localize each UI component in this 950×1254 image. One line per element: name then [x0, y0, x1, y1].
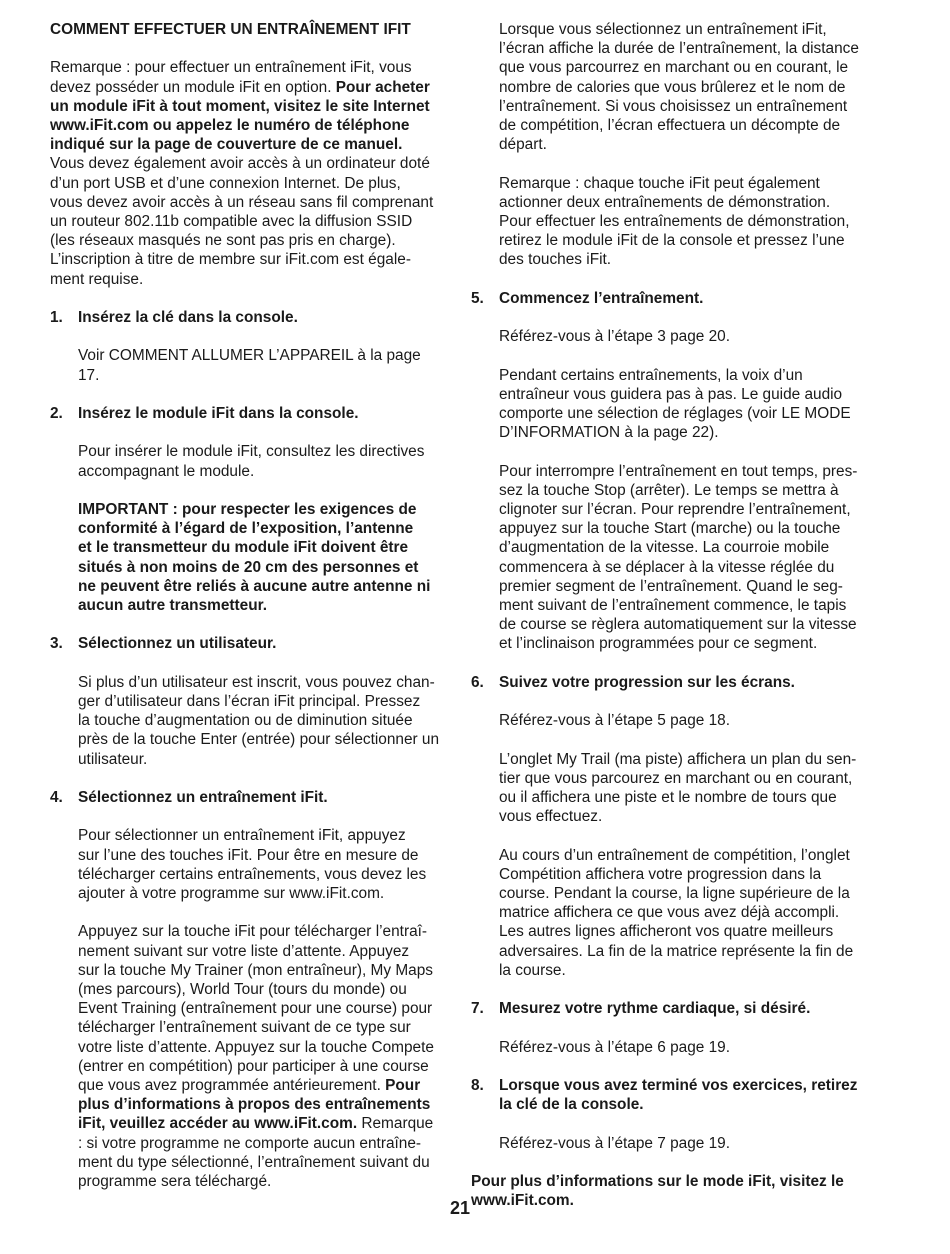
- right-column: [471, 20, 876, 1230]
- left-column: [50, 20, 455, 1210]
- step-3-title: Sélectionnez un utilisateur.: [78, 635, 277, 653]
- section-title: COMMENT EFFECTUER UN ENTRAÎNEMENT IFIT: [50, 21, 411, 38]
- step-6-text-2: L’onglet My Trail (ma piste) affichera un plan du sen- tier que vous parcourez en marchant ou en courant, ou il affichera une piste et le nombre de tours que vous effectuez.: [499, 750, 857, 826]
- step-3-heading: [50, 634, 455, 653]
- step-6-number: 6.: [471, 673, 484, 691]
- step-2-important: IMPORTANT : pour respecter les exigences de conformité à l’égard de l’exposition, l’antenne et le transmetteur du module iFit doivent être situés à non moins de 20 cm des personnes et ne peuvent être reliés à aucune autre antenne ni aucun autre transmetteur.: [78, 500, 431, 614]
- intro-paragraph: [50, 58, 455, 288]
- step-5-text-1: Référez-vous à l’étape 3 page 20.: [499, 328, 731, 346]
- step-8-title: Lorsque vous avez terminé vos exercices, retirez la clé de la console.: [499, 1076, 858, 1114]
- step-4-text-1: Pour sélectionner un entraînement iFit, appuyez sur l’une des touches iFit. Pour être en mesure de télécharger certains entraînements, vous devez les ajouter à votre programme sur www.iFit.com.: [78, 827, 427, 902]
- closing-note: Pour plus d’informations sur le mode iFit, visitez le www.iFit.com.: [471, 1172, 844, 1210]
- step-7-heading: [471, 999, 876, 1018]
- step-2-number: 2.: [50, 405, 63, 422]
- step-2-title: Insérez le module iFit dans la console.: [78, 405, 359, 422]
- step-4-number: 4.: [50, 788, 63, 806]
- step-8-heading: [471, 1076, 876, 1114]
- step-4-text-2-bold: Pour plus d’informations à propos des entraînements iFit, veuillez accéder au www.iFit.com.: [78, 1077, 431, 1133]
- step-2-heading: [50, 404, 455, 423]
- step-4-text-2a: Appuyez sur la touche iFit pour télécharger l’entraî- nement suivant sur votre liste d’attente. Appuyez sur la touche My Trainer (mon entraîneur), My Maps (mes parcours), World Tour (tours du monde) ou Event Training (entraînement pour une course) pour télécharger l’entraînement suivant de ce type sur votre liste d’attente. Appuyez sur la touche Compete (entrer en compétition) pour participer à une course que vous avez programmée antérieurement.: [78, 923, 434, 1094]
- step-5-number: 5.: [471, 289, 484, 307]
- step-6-heading: [471, 673, 876, 692]
- step-1-number: 1.: [50, 309, 63, 327]
- step-3-text: Si plus d’un utilisateur est inscrit, vous pouvez chan- ger d’utilisateur dans l’écran iFit principal. Pressez la touche d’augmentation ou de diminution située près de la touche Enter (entrée) pour sélectionner un utilisateur.: [78, 673, 440, 768]
- step-6-text-3: Au cours d’un entraînement de compétition, l’onglet Compétition affichera votre progression dans la course. Pendant la course, la ligne supérieure de la matrice affichera ce que vous avez déjà accompli. Les autres lignes afficheront vos quatre meilleurs adversaires. La fin de la matrice représente la fin de la course.: [499, 846, 854, 979]
- step-4-heading: [50, 788, 455, 807]
- step-6-title: Suivez votre progression sur les écrans.: [499, 673, 795, 691]
- page-number: 21: [449, 1198, 471, 1218]
- step-2-text: Pour insérer le module iFit, consultez les directives accompagnant le module.: [78, 443, 425, 480]
- step-7-title: Mesurez votre rythme cardiaque, si désiré.: [499, 1000, 811, 1018]
- step-4-text-3: Lorsque vous sélectionnez un entraînement iFit, l’écran affiche la durée de l’entraînement, la distance que vous parcourrez en marchant ou en courant, le nombre de calories que vous brûlerez et le nom de l’entraînement. Si vous choisissez un entraînement de compétition, l’écran effectuera un décompte de départ.: [499, 21, 859, 154]
- step-8-number: 8.: [471, 1076, 484, 1094]
- step-1-text: Voir COMMENT ALLUMER L’APPAREIL à la page 17.: [78, 347, 421, 384]
- step-7-text: Référez-vous à l’étape 6 page 19.: [499, 1038, 731, 1056]
- step-1-heading: [50, 308, 455, 327]
- step-8-text: Référez-vous à l’étape 7 page 19.: [499, 1134, 731, 1152]
- step-5-title: Commencez l’entraînement.: [499, 289, 704, 307]
- step-5-text-3: Pour interrompre l’entraînement en tout temps, pres- sez la touche Stop (arrêter). Le temps se mettra à clignoter sur l’écran. Pour reprendre l’entraînement, appuyez sur la touche Start (marche) ou la touche d’augmentation de la vitesse. La courroie mobile commencera à se déplacer à la vitesse réglée du premier segment de l’entraînement. Quand le seg- ment suivant de l’entraînement commence, le tapis de course se règlera automatiquement sur la vitesse et l’inclinaison programmées pour ce segment.: [499, 462, 858, 653]
- step-6-text-1: Référez-vous à l’étape 5 page 18.: [499, 712, 731, 730]
- intro-text-c: Vous devez également avoir accès à un ordinateur doté d’un port USB et d’une connexion Internet. De plus, vous devez avoir accès à un réseau sans fil comprenant un routeur 802.11b compatible avec la diffusion SSID (les réseaux masqués ne sont pas pris en charge). L’inscription à titre de membre sur iFit.com est égale- ment requise.: [50, 155, 434, 288]
- step-7-number: 7.: [471, 1000, 484, 1018]
- step-4-text-2c: Remarque : si votre programme ne comporte aucun entraîne- ment du type sélectionné, l’entraînement suivant du programme sera téléchargé.: [78, 1115, 434, 1191]
- step-4-note: Remarque : chaque touche iFit peut également actionner deux entraînements de démonstration. Pour effectuer les entraînements de démonstration, retirez le module iFit de la console et pressez l’une des touches iFit.: [499, 174, 850, 269]
- step-5-text-2: Pendant certains entraînements, la voix d’un entraîneur vous guidera pas à pas. Le guide audio comporte une sélection de réglages (voir LE MODE D’INFORMATION à la page 22).: [499, 366, 851, 442]
- step-4-title: Sélectionnez un entraînement iFit.: [78, 788, 328, 806]
- step-4-text-2: [50, 922, 455, 1191]
- intro-text-bold: Pour acheter un module iFit à tout moment, visitez le site Internet www.iFit.com ou appelez le numéro de téléphone indiqué sur la page de couverture de ce manuel.: [50, 78, 430, 154]
- step-1-title: Insérez la clé dans la console.: [78, 309, 298, 327]
- step-3-number: 3.: [50, 635, 63, 653]
- step-5-heading: [471, 289, 876, 308]
- intro-text-a: Remarque : pour effectuer un entraînement iFit, vous devez posséder un module iFit en option.: [50, 59, 412, 96]
